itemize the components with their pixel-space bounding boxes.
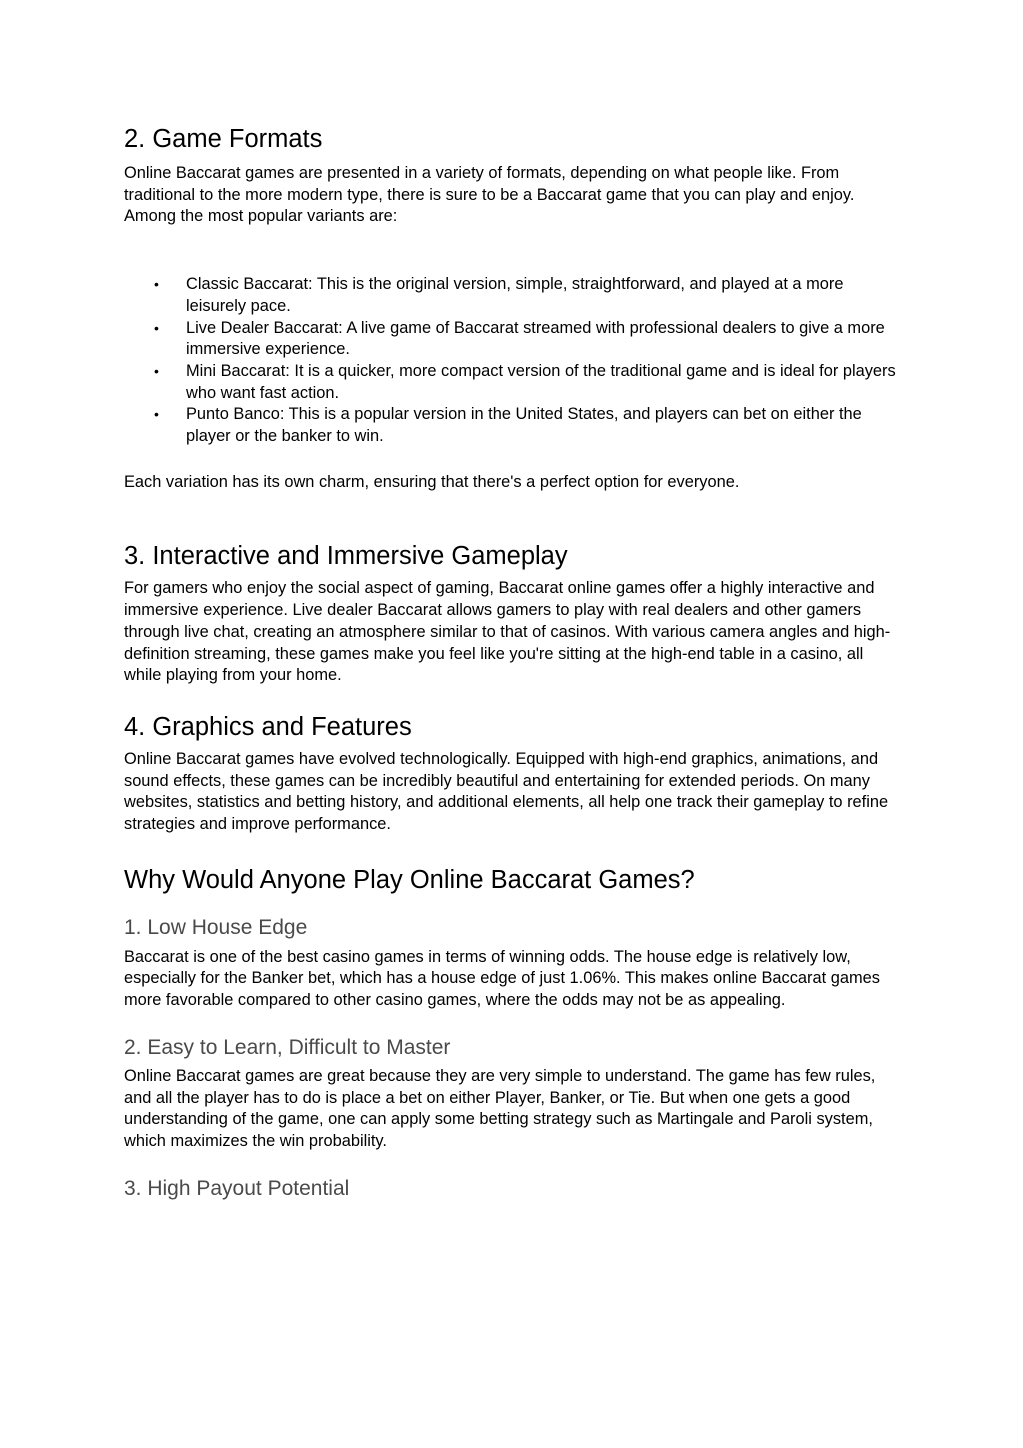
easy-to-learn-heading: 2. Easy to Learn, Difficult to Master — [124, 1035, 451, 1059]
why-heading: Why Would Anyone Play Online Baccarat Games? — [124, 865, 695, 894]
low-house-edge-heading: 1. Low House Edge — [124, 915, 308, 939]
game-formats-closing: Each variation has its own charm, ensuring that there's a perfect option for everyone. — [124, 472, 740, 491]
variant-text: Punto Banco: This is a popular version in the United States, and players can bet on either the player or the banker to win. — [186, 405, 862, 446]
bullet-icon: • — [154, 276, 159, 293]
game-formats-intro: Online Baccarat games are presented in a variety of formats, depending on what people like. From traditional to the more modern type, there is sure to be a Baccarat game that you can play and enjoy. Among the most popular variants are: — [124, 164, 855, 226]
game-formats-heading: 2. Game Formats — [124, 125, 323, 153]
low-house-edge-body: Baccarat is one of the best casino games in terms of winning odds. The house edge is relatively low, especially for the Banker bet, which has a house edge of just 1.06%. This makes online Baccarat games more favorable compared to other casino games, where the odds may not be as appealing. — [124, 947, 880, 1010]
list-item — [124, 274, 904, 317]
easy-to-learn-body: Online Baccarat games are great because they are very simple to understand. The game has few rules, and all the player has to do is place a bet on either Player, Banker, or Tie. But when one gets a good understanding of the game, one can apply some betting strategy such as Martingale and Paroli system, which maximizes the win probability. — [124, 1066, 876, 1150]
variant-text: Mini Baccarat: It is a quicker, more compact version of the traditional game and is ideal for players who want fast action. — [186, 361, 896, 402]
list-item — [124, 318, 904, 361]
bullet-icon: • — [154, 406, 159, 423]
document-page — [124, 122, 904, 1203]
interactive-heading: 3. Interactive and Immersive Gameplay — [124, 542, 568, 571]
high-payout-heading: 3. High Payout Potential — [124, 1176, 350, 1200]
variants-list — [124, 274, 904, 448]
bullet-icon: • — [154, 319, 159, 336]
bullet-icon: • — [154, 362, 159, 379]
variant-text: Live Dealer Baccarat: A live game of Baccarat streamed with professional dealers to give a more immersive experience. — [186, 318, 885, 359]
list-item — [124, 404, 904, 447]
graphics-heading: 4. Graphics and Features — [124, 712, 412, 741]
interactive-body: For gamers who enjoy the social aspect of gaming, Baccarat online games offer a highly interactive and immersive experience. Live dealer Baccarat allows gamers to play with real dealers and other gamers through live chat, creating an atmosphere similar to that of casinos. With various camera angles and high-definition streaming, these games make you feel like you're sitting at the high-end table in a casino, all while playing from your home. — [124, 579, 891, 685]
variant-text: Classic Baccarat: This is the original version, simple, straightforward, and played at a more leisurely pace. — [186, 275, 844, 315]
graphics-body: Online Baccarat games have evolved technologically. Equipped with high-end graphics, animations, and sound effects, these games can be incredibly beautiful and entertaining for extended periods. On many websites, statistics and betting history, and additional elements, all help one track their gameplay to refine strategies and improve performance. — [124, 749, 889, 834]
list-item — [124, 361, 904, 404]
